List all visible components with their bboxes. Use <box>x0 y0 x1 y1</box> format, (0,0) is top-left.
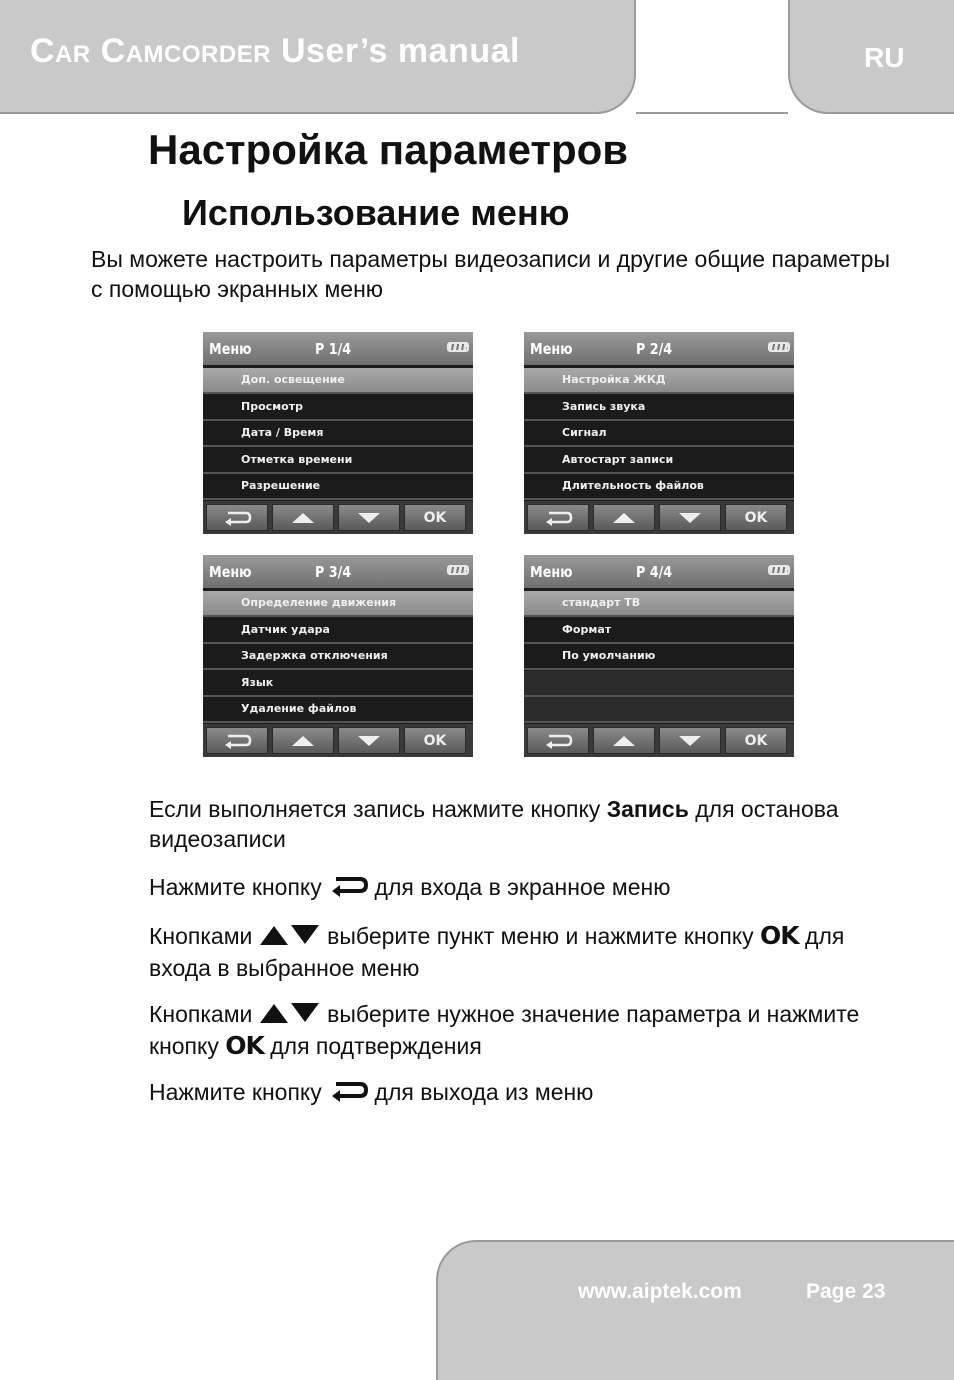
menu-item[interactable] <box>524 474 794 500</box>
menu-item[interactable] <box>203 395 473 421</box>
down-triangle-icon <box>289 1001 321 1031</box>
back-button[interactable] <box>206 727 268 754</box>
screen-page-indicator: P 1/4 <box>315 340 352 358</box>
menu-screen-4 <box>524 555 794 757</box>
title-product: Car Camcorder <box>30 32 272 70</box>
step-text: Кнопками <box>149 1001 259 1027</box>
website-link[interactable]: www.aiptek.com <box>578 1280 742 1303</box>
menu-item[interactable] <box>524 368 794 394</box>
down-triangle-icon <box>678 735 702 747</box>
up-triangle-icon <box>291 512 315 524</box>
down-button[interactable] <box>338 727 400 754</box>
screen-menu-label: Меню <box>209 563 252 581</box>
screen-menu-label: Меню <box>209 340 252 358</box>
battery-icon <box>768 565 790 575</box>
ok-button[interactable] <box>725 504 787 531</box>
screen-page-indicator: P 2/4 <box>636 340 673 358</box>
menu-item-label: Разрешение <box>241 479 321 492</box>
up-triangle-icon <box>291 735 315 747</box>
header-banner <box>0 0 636 114</box>
ok-glyph: OK <box>225 1030 264 1060</box>
ok-button[interactable] <box>725 727 787 754</box>
screen-button-bar <box>524 724 794 757</box>
menu-item[interactable] <box>203 644 473 670</box>
step-text: Если выполняется запись нажмите кнопку <box>149 796 607 822</box>
down-triangle-icon <box>678 512 702 524</box>
screen-title-bar <box>203 555 473 588</box>
instruction-step-3 <box>149 921 869 983</box>
instruction-step-4 <box>149 999 869 1061</box>
menu-item[interactable] <box>203 697 473 723</box>
intro-text: Вы можете настроить параметры видеозаписи и другие общие параметры с помощью экранных меню <box>91 246 891 302</box>
down-triangle-icon <box>289 923 321 953</box>
step-text: для останова видеозаписи <box>149 796 839 852</box>
screen-title-bar <box>524 555 794 588</box>
menu-item-label: Определение движения <box>241 596 397 609</box>
instruction-step-2 <box>149 872 869 904</box>
menu-item-label: Доп. освещение <box>241 373 345 386</box>
ok-button[interactable] <box>404 504 466 531</box>
up-triangle-icon <box>612 512 636 524</box>
screen-button-bar <box>524 501 794 534</box>
menu-item[interactable] <box>203 448 473 474</box>
up-button[interactable] <box>593 727 655 754</box>
language-tab <box>788 0 954 114</box>
step-text: Кнопками <box>149 923 259 949</box>
menu-item-label: По умолчанию <box>562 649 656 662</box>
language-code: RU <box>864 42 905 73</box>
header-divider <box>636 112 788 114</box>
menu-item[interactable] <box>203 591 473 617</box>
screen-menu-label: Меню <box>530 340 573 358</box>
menu-item[interactable] <box>203 474 473 500</box>
up-button[interactable] <box>593 504 655 531</box>
down-triangle-icon <box>357 512 381 524</box>
step-text: выберите пункт меню и нажмите кнопку <box>320 923 761 949</box>
back-arrow-icon <box>543 733 573 749</box>
menu-item-label: Дата / Время <box>241 426 324 439</box>
menu-item[interactable] <box>203 421 473 447</box>
ok-button-label: OK <box>423 509 447 526</box>
up-button[interactable] <box>272 504 334 531</box>
back-button[interactable] <box>527 504 589 531</box>
page-title: Настройка параметров <box>148 126 629 173</box>
menu-item-label: Формат <box>562 622 612 636</box>
menu-item[interactable] <box>524 697 794 723</box>
step-text: для входа в экранное меню <box>368 874 671 900</box>
back-arrow-icon <box>222 510 252 526</box>
battery-icon <box>447 342 469 352</box>
back-button[interactable] <box>206 504 268 531</box>
menu-item-label: Задержка отключения <box>241 649 388 662</box>
back-arrow-icon <box>328 1079 368 1109</box>
screen-page-indicator: P 4/4 <box>636 563 673 581</box>
page-number: Page 23 <box>806 1280 886 1303</box>
title-manual: User’s manual <box>281 32 520 70</box>
menu-item-label: Удаление файлов <box>241 702 357 715</box>
step-text: для выхода из меню <box>368 1079 594 1105</box>
back-button[interactable] <box>527 727 589 754</box>
menu-item-label: Длительность файлов <box>562 479 704 492</box>
battery-icon <box>447 565 469 575</box>
instruction-step-5 <box>149 1077 869 1109</box>
step-text: выберите нужное значение параметра и нажмите кнопку <box>149 1001 860 1059</box>
screen-menu-label: Меню <box>530 563 573 581</box>
menu-item[interactable] <box>524 618 794 644</box>
menu-item[interactable] <box>524 448 794 474</box>
screen-title-bar <box>524 332 794 365</box>
menu-screen-2 <box>524 332 794 534</box>
menu-item-label: Запись звука <box>562 399 646 413</box>
menu-item-label: Отметка времени <box>241 452 353 466</box>
up-triangle-icon <box>259 923 289 953</box>
menu-item[interactable] <box>203 671 473 697</box>
back-arrow-icon <box>543 510 573 526</box>
down-button[interactable] <box>338 504 400 531</box>
step-text: для входа в выбранное меню <box>149 923 845 981</box>
screen-button-bar <box>203 724 473 757</box>
ok-button-label: OK <box>744 732 768 749</box>
footer-banner <box>436 1240 954 1380</box>
screen-page-indicator: P 3/4 <box>315 563 352 581</box>
step-text: Нажмите кнопку <box>149 874 329 900</box>
menu-item-label: стандарт ТВ <box>562 596 641 609</box>
manual-title <box>30 32 520 71</box>
menu-item[interactable] <box>203 618 473 644</box>
menu-item-label: Автостарт записи <box>562 452 674 466</box>
down-button[interactable] <box>659 504 721 531</box>
up-button[interactable] <box>272 727 334 754</box>
menu-item[interactable] <box>524 644 794 670</box>
step-text: для подтверждения <box>263 1032 482 1059</box>
menu-screen-3 <box>203 555 473 757</box>
battery-icon <box>768 342 790 352</box>
section-title: Использование меню <box>182 192 570 233</box>
menu-item[interactable] <box>524 671 794 697</box>
down-triangle-icon <box>357 735 381 747</box>
back-arrow-icon <box>222 733 252 749</box>
step-text: Нажмите кнопку <box>149 1079 329 1105</box>
ok-button[interactable] <box>404 727 466 754</box>
menu-item[interactable] <box>524 395 794 421</box>
menu-item-label: Язык <box>241 675 274 689</box>
ok-button-label: OK <box>744 509 768 526</box>
instruction-step-1 <box>149 794 869 854</box>
menu-item-label: Датчик удара <box>241 622 330 636</box>
screen-title-bar <box>203 332 473 365</box>
ok-button-label: OK <box>423 732 447 749</box>
up-triangle-icon <box>612 735 636 747</box>
menu-screen-1 <box>203 332 473 534</box>
screen-button-bar <box>203 501 473 534</box>
ok-glyph: OK <box>760 921 799 950</box>
menu-item[interactable] <box>524 591 794 617</box>
menu-item[interactable] <box>524 421 794 447</box>
record-button-label: Запись <box>606 796 689 822</box>
down-button[interactable] <box>659 727 721 754</box>
menu-item[interactable] <box>203 368 473 394</box>
back-arrow-icon <box>328 874 368 904</box>
menu-item-label: Настройка ЖКД <box>562 373 666 386</box>
menu-item-label: Просмотр <box>241 399 303 413</box>
menu-item-label: Сигнал <box>562 426 607 439</box>
up-triangle-icon <box>259 1001 289 1031</box>
